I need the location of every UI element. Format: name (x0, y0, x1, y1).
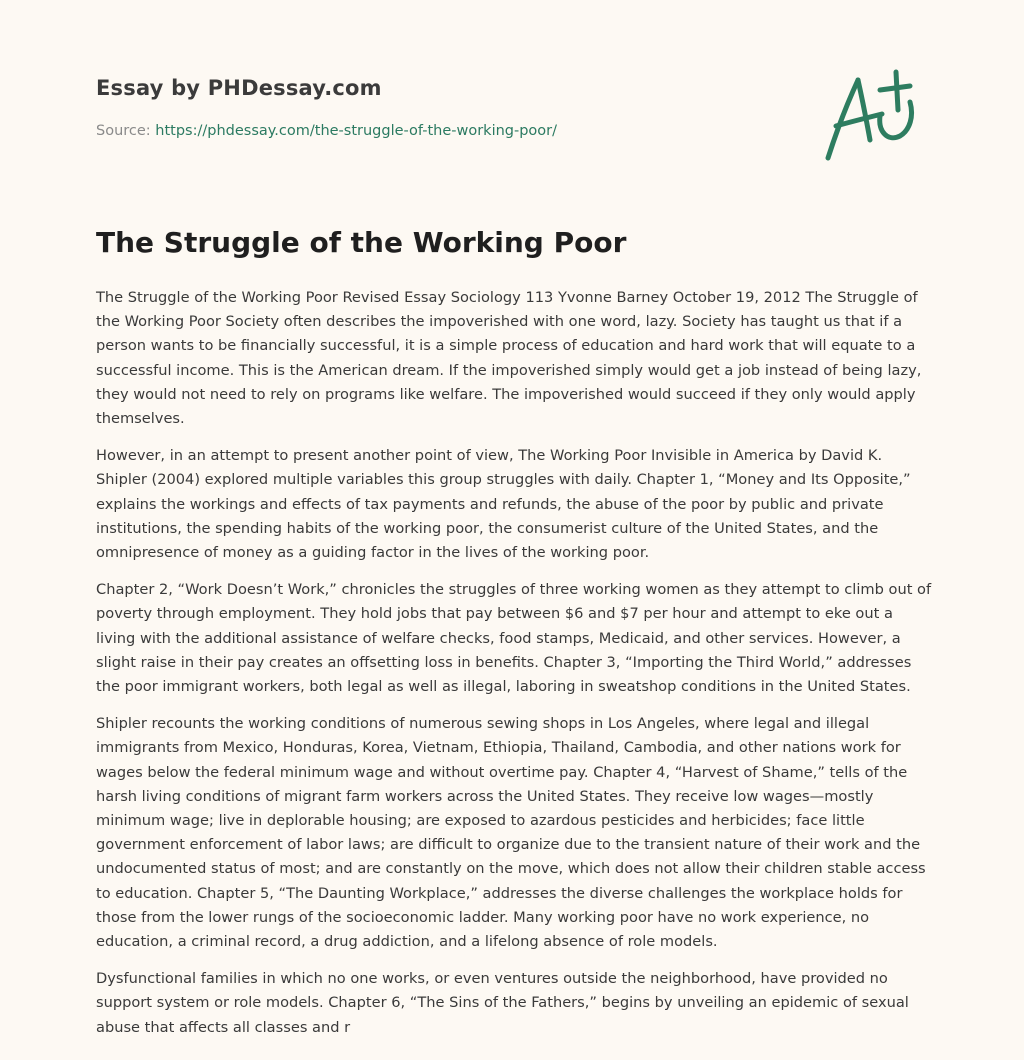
paragraph: The Struggle of the Working Poor Revised Essay Sociology 113 Yvonne Barney October 19, 2012 The Struggle of the Working Poor Society often describes the impoverished with one word, lazy. Society has taught us that if a person wants to be financially successful, it is a simple process of education and hard work that will equate to a successful income. This is the American dream. If the impoverished simply would get a job instead of being lazy, they would not need to rely on programs like welfare. The impoverished would succeed if they only would apply themselves. (96, 289, 922, 428)
paragraph: Dysfunctional families in which no one works, or even ventures outside the neighborhood, have provided no support system or role models. Chapter 6, “The Sins of the Fathers,” begins by unveiling an epidemic of sexual abuse that affects all classes and r (96, 970, 909, 1036)
source-link[interactable]: https://phdessay.com/the-struggle-of-the-working-poor/ (155, 123, 558, 139)
paragraph: Shipler recounts the working conditions of numerous sewing shops in Los Angeles, where legal and illegal immigrants from Mexico, Honduras, Korea, Vietnam, Ethiopia, Thailand, Cambodia, and other nations work for wages below the federal minimum wage and without overtime pay. Chapter 4, “Harvest of Shame,” tells of the harsh living conditions of migrant farm workers across the United States. They receive low wages—mostly minimum wage; live in deplorable housing; are exposed to azardous pesticides and herbicides; face little government enforcement of labor laws; are difficult to organize due to the transient nature of their work and the undocumented status of most; and are constantly on the move, which does not allow their children stable access to education. Chapter 5, “The Daunting Workplace,” addresses the diverse challenges the workplace holds for those from the lower rungs of the socioeconomic ladder. Many working poor have no work experience, no education, a criminal record, a drug addiction, and a lifelong absence of role models. (96, 715, 926, 951)
paragraph: Chapter 2, “Work Doesn’t Work,” chronicles the struggles of three working women as they attempt to climb out of poverty through employment. They hold jobs that pay between $6 and $7 per hour and attempt to eke out a living with the additional assistance of welfare checks, food stamps, Medicaid, and other services. However, a slight raise in their pay creates an offsetting loss in benefits. Chapter 3, “Importing the Third World,” addresses the poor immigrant workers, both legal as well as illegal, laboring in sweatshop conditions in the United States. (96, 581, 932, 696)
source-line (96, 123, 557, 139)
essay-body (96, 286, 932, 1053)
a-plus-logo-icon (818, 68, 928, 168)
page-title: The Struggle of the Working Poor (96, 226, 627, 259)
paragraph: However, in an attempt to present another point of view, The Working Poor Invisible in America by David K. Shipler (2004) explored multiple variables this group struggles with daily. Chapter 1, “Money and Its Opposite,” explains the workings and effects of tax payments and refunds, the abuse of the poor by public and private institutions, the spending habits of the working poor, the consumerist culture of the United States, and the omnipresence of money as a guiding factor in the lives of the working poor. (96, 447, 911, 562)
source-label: Source: (96, 123, 151, 139)
site-brand: Essay by PHDessay.com (96, 76, 382, 100)
